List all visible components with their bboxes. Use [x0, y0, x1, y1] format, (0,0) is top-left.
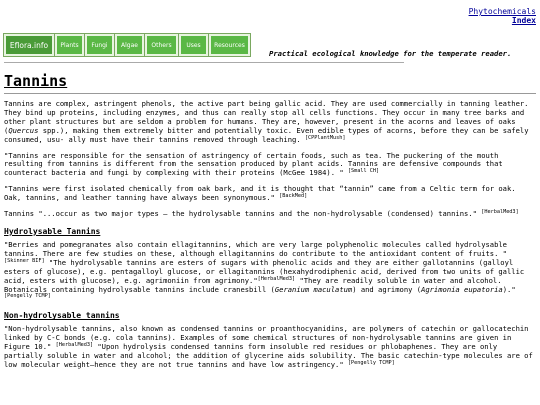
quote-paragraph: "Tannins are responsible for the sensation of astringency of certain foods, such as tea. The puckering of the mouth resulting from tannins is different from the sensation produced by plant acids. Tannins are defensive compounds that counteract bacteria and fungi by complexing with their proteins (McGee 1984). " [Small CH]: [4, 150, 503, 178]
breadcrumb-link-phytochemicals[interactable]: Phytochemicals: [468, 7, 536, 16]
tab-plants[interactable]: Plants: [55, 34, 84, 56]
tab-algae[interactable]: Algae: [115, 34, 144, 56]
section-heading-non-hydrolysable: Non-hydrolysable tannins: [4, 311, 120, 321]
tab-others[interactable]: Others: [145, 34, 178, 56]
citation-ref[interactable]: [CPPlantMush]: [304, 134, 346, 141]
intro-paragraph: Tannins are complex, astringent phenols, the active part being gallic acid. They are used commercially in tanning leather. They bind up proteins, including enzymes, and thus can really stop all cells functions. They occur in many tree barks and other plant structures but are seldom a problem for humans. They are, however, present in the acorns and leaves of oaks (Quercus spp.), making them extremely bitter and potentially toxic. Even edible types of acorns, before they can be safely consumed, usu- ally must have their tannins removed through leaching. [CPPlantMush]: [4, 99, 529, 144]
tab-fungi[interactable]: Fungi: [85, 34, 114, 56]
section-heading-hydrolysable: Hydrolysable Tannins: [4, 226, 101, 236]
tab-uses[interactable]: Uses: [179, 34, 208, 56]
non-hydrolysable-paragraph: "Non-hydrolysable tannins, also known as condensed tannins or proanthocyanidins, are polymers of catechin or gallocatechin linked by C-C bonds (e.g. cola tannins). Examples of some chemical structures of non-hydrolysable tannins are given in Figure 10." [HerbalMed3] "Upon hydrolysis condensed tannins form insoluble red residues or phlobaphenes. They are only partially soluble in water and alcohol; the addition of glycerine aids solubility. The basic catechin-type molecules are of low molecular weight—hence they are not true tannins and have low astringency." [Pengelly TCMP]: [4, 324, 533, 369]
tab-resources[interactable]: Resources: [209, 34, 250, 56]
species-italic: Agrimonia eupatoria: [421, 284, 503, 294]
tab-eflora-info[interactable]: Eflora.info: [4, 34, 54, 56]
citation-ref[interactable]: [HerbalMed3]: [257, 275, 296, 282]
hydrolysable-paragraph: "Berries and pomegranates also contain ellagitannins, which are very large polyphenolic molecules called hydrolysable tannins. There are few studies on these, although ellagitannins do contribute to the antioxidant content of fruits. " [Skinner BIF] "The hydrolysable tannins are esters of sugars with phenolic acids and they are either gallotannins (galloyl esters of glucose), e.g. pentagalloyl glucose, or ellagitannins (hexahydrodiphenic acid, derived from two units of gallic acid, esters with glucose), e.g. agrimoniin from agrimony."[HerbalMed3] "They are readily soluble in water and alcohol. Botanicals containing hydrolysable tannins include cranesbill (Geranium maculatum) and agrimony (Agrimonia eupatoria)." [Pengelly TCMP]: [4, 239, 525, 300]
citation-ref[interactable]: [HerbalMed3]: [55, 342, 94, 349]
quercus-italic: Quercus: [8, 125, 39, 135]
citation-ref[interactable]: [Skinner BIF]: [4, 257, 45, 264]
header-divider: [4, 62, 404, 63]
citation-ref[interactable]: [HerbalMed3]: [481, 209, 519, 216]
breadcrumb-link-index[interactable]: Index: [511, 16, 536, 25]
quote-paragraph: "Tannins were first isolated chemically from oak bark, and it is thought that “tannin” came from a Celtic term for oak. Oak, tannins, and leather tanning have always been synonymous." [BackMed]: [4, 184, 516, 203]
article-content: [4, 68, 536, 377]
citation-ref[interactable]: [Pengelly TCMP]: [4, 293, 51, 300]
quote-paragraph: Tannins "...occur as two major types – the hydrolysable tannins and the non-hydrolysable (condensed) tannins." [HerbalMed3]: [4, 209, 519, 219]
citation-ref[interactable]: [BackMed]: [279, 193, 308, 200]
species-italic: Geranium maculatum: [274, 284, 353, 294]
title-divider: [4, 93, 536, 94]
breadcrumb: [469, 7, 536, 25]
citation-ref[interactable]: [Small CH]: [347, 168, 380, 175]
citation-ref[interactable]: [Pengelly TCMP]: [347, 359, 395, 366]
main-nav: [4, 34, 251, 56]
site-tagline: Practical ecological knowledge for the temperate reader.: [269, 49, 512, 58]
page-title: Tannins: [4, 72, 68, 90]
